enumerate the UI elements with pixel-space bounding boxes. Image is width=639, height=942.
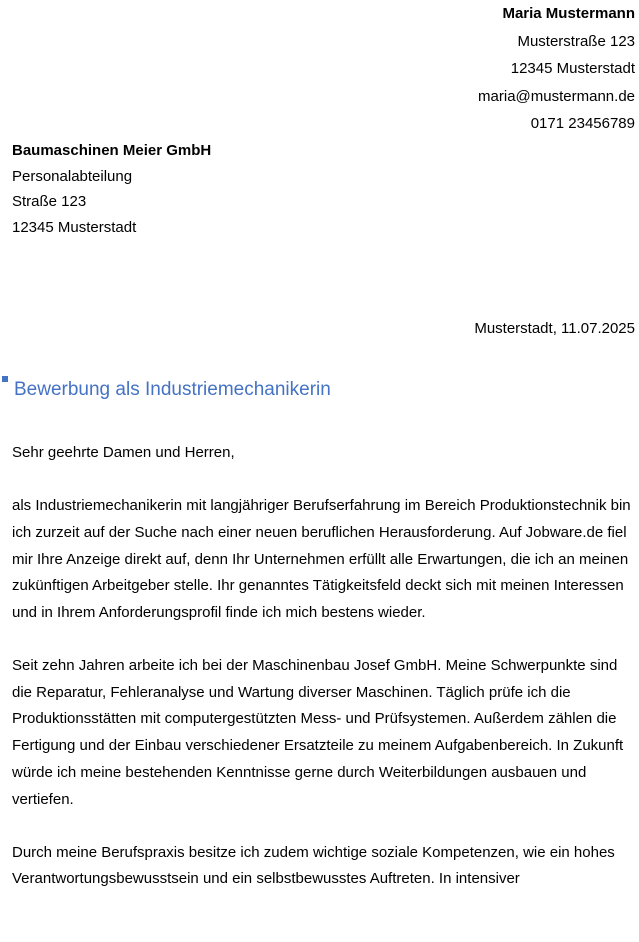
recipient-city: 12345 Musterstadt (12, 218, 137, 236)
recipient-street: Straße 123 (12, 193, 87, 210)
sender-email: maria@mustermann.de (478, 87, 635, 105)
letter-date: Musterstadt, 11.07.2025 (474, 320, 635, 337)
body-paragraph: Durch meine Berufspraxis besitze ich zudem wichtige soziale Kompetenzen, wie ein hohes Verantwortungsbewusstsein und ein selbstbewusstes Auftreten. In intensiver (12, 843, 615, 888)
body-paragraph: als Industriemechanikerin mit langjähriger Berufserfahrung im Bereich Produktionstechnik bin ich zurzeit auf der Suche nach einer neuen beruflichen Herausforderung. Auf Jobware.de fiel mir Ihre Anzeige direkt auf, denn Ihr Unternehmen erfüllt alle Erwartungen, die ich an meinen zukünftigen Arbeitgeber stelle. Ihr genanntes Tätigkeitsfeld deckt sich mit meinen Interessen und in Ihrem Anforderungsprofil finde ich mich bestens wieder. (12, 497, 631, 621)
recipient-department: Personalabteilung (12, 167, 133, 185)
sender-address-block (478, 0, 635, 138)
recipient-company: Baumaschinen Meier GmbH (12, 142, 212, 159)
recipient-address-block (12, 138, 211, 240)
heading-marker (2, 376, 8, 382)
body-paragraph: Seit zehn Jahren arbeite ich bei der Maschinenbau Josef GmbH. Meine Schwerpunkte sind die Reparatur, Fehleranalyse und Wartung diverser Maschinen. Täglich prüfe ich die Produktionsstätten mit computergestützten Mess- und Prüfsystemen. Außerdem zählen die Fertigung und der Einbau verschiedener Ersatzteile zu meinem Aufgabenbereich. In Zukunft würde ich meine bestehenden Kenntnisse gerne durch Weiterbildungen ausbauen und vertiefen. (12, 657, 624, 808)
sender-phone: 0171 23456789 (530, 115, 635, 132)
sender-name: Maria Mustermann (502, 5, 635, 22)
letter-body (12, 440, 636, 919)
letter-subject: Bewerbung als Industriemechanikerin (14, 379, 331, 400)
sender-street: Musterstraße 123 (517, 32, 635, 50)
salutation: Sehr geehrte Damen und Herren, (12, 444, 235, 461)
sender-city: 12345 Musterstadt (510, 60, 635, 77)
